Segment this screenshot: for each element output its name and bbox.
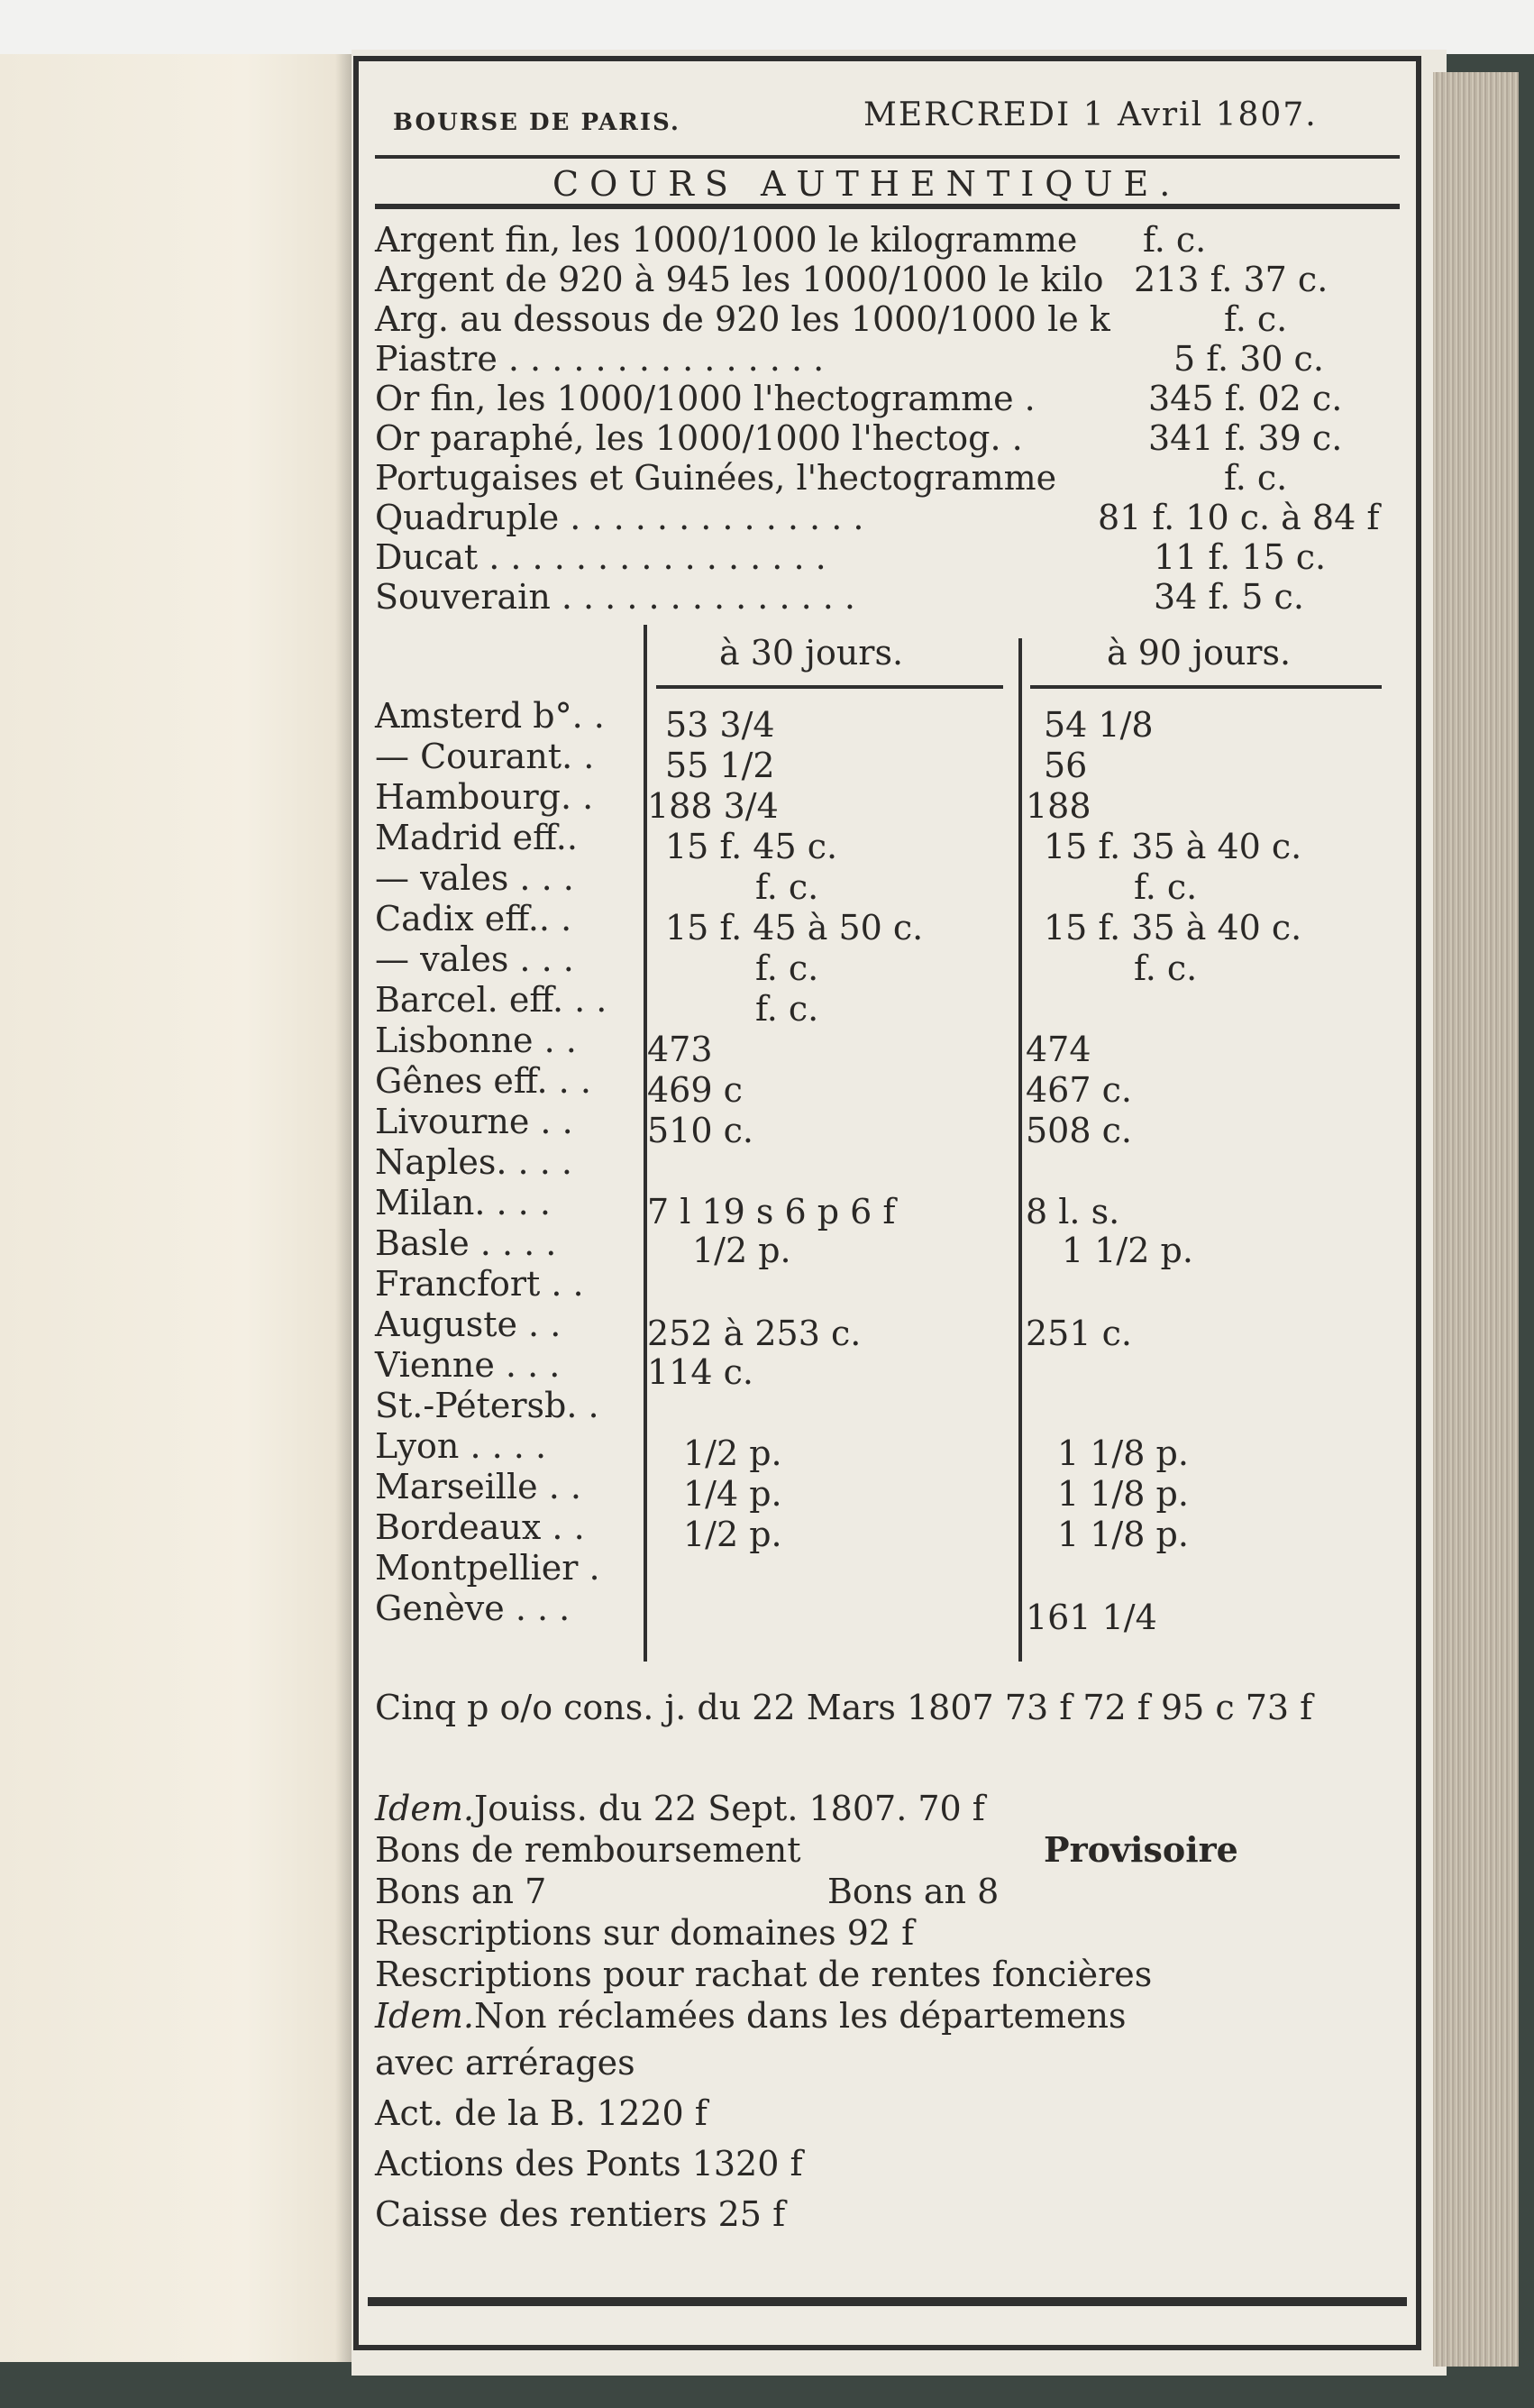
idem-label: Idem. [375,1996,474,2036]
rate-90: 1 1/2 p. [1062,1231,1193,1270]
cinq-pour-cent: Cinq p o/o cons. j. du 22 Mars 1807 73 f 72 f 95 c 73 f [375,1688,1313,1727]
metal-value: 5 f. 30 c. [1173,339,1324,379]
rate-30: 55 1/2 [665,746,775,785]
rate-90: 188 [1026,786,1091,826]
col-30-rule [656,685,1003,689]
metal-value: 34 f. 5 c. [1154,577,1304,617]
place-label: Bordeaux . . [375,1507,585,1547]
place-label: Cadix eff.. . [375,899,572,938]
rate-30: 473 [647,1030,713,1069]
provisoire-label: Provisoire [1044,1829,1238,1870]
rescriptions-domaines: Rescriptions sur domaines 92 f [375,1913,915,1953]
header-rule [375,155,1400,159]
metal-label: Argent de 920 à 945 les 1000/1000 le kilo [375,260,1104,299]
place-label: Lisbonne . . [375,1021,577,1060]
rate-30: 15 f. 45 c. [665,827,838,866]
subheader-rule [375,204,1400,209]
metal-label: Or fin, les 1000/1000 l'hectogramme . [375,379,1036,418]
actions-ponts: Actions des Ponts 1320 f [375,2144,803,2184]
metal-label: Piastre . . . . . . . . . . . . . . . [375,339,825,379]
background-top [0,0,1534,54]
place-label: — Courant. . [375,737,595,776]
place-label: Amsterd b°. . [375,696,605,736]
place-label: Vienne . . . [375,1345,561,1385]
rate-30: 1/2 p. [692,1231,791,1270]
rate-90: f. c. [1134,948,1198,988]
metal-label: Souverain . . . . . . . . . . . . . . [375,577,856,617]
place-label: Basle . . . . [375,1223,557,1263]
place-label: Milan. . . . [375,1183,551,1222]
metal-value: f. c. [1143,220,1207,260]
metal-label: Or paraphé, les 1000/1000 l'hectog. . [375,418,1023,458]
rate-30: 469 c [647,1070,743,1110]
rate-90: 8 l. s. [1026,1192,1120,1231]
rate-30: 510 c. [647,1111,753,1150]
rate-30: 188 3/4 [647,786,779,826]
printed-sheet [353,56,1421,2350]
rate-30: 7 l 19 s 6 p 6 f [647,1192,896,1231]
rate-90: 15 f. 35 à 40 c. [1044,827,1302,866]
place-label: Auguste . . [375,1305,562,1344]
rate-90: 508 c. [1026,1111,1132,1150]
rate-90: 1 1/8 p. [1057,1515,1189,1554]
rate-90: 56 [1044,746,1088,785]
rate-30: 252 à 253 c. [647,1314,862,1353]
rate-30: 1/4 p. [683,1474,782,1514]
rate-30: f. c. [755,948,819,988]
bottom-rule [368,2297,1407,2306]
metal-label: Arg. au dessous de 920 les 1000/1000 le k [375,299,1110,339]
rate-30: 1/2 p. [683,1433,782,1473]
rate-90: 251 c. [1026,1314,1132,1353]
date-label: MERCREDI 1 Avril 1807. [863,96,1318,133]
metal-value: 345 f. 02 c. [1148,379,1343,418]
col-30-jours: à 30 jours. [719,633,904,673]
bourse-label: BOURSE DE PARIS. [393,109,680,136]
rate-90: 54 1/8 [1044,705,1154,745]
metal-value: 11 f. 15 c. [1154,537,1327,577]
metal-label: Portugaises et Guinées, l'hectogramme [375,458,1057,498]
place-label: Lyon . . . . [375,1426,547,1466]
place-label: St.-Pétersb. . [375,1386,599,1425]
non-reclamees: Non réclamées dans les départemens [474,1996,1127,2036]
metal-value: f. c. [1224,299,1288,339]
col-90-rule [1030,685,1382,689]
metal-value: 81 f. 10 c. à 84 f [1098,498,1380,537]
place-label: Madrid eff.. [375,818,578,857]
rate-30: 15 f. 45 à 50 c. [665,908,924,948]
avec-arrerages: avec arrérages [375,2043,635,2083]
place-label: Livourne . . [375,1102,573,1141]
metal-label: Argent fin, les 1000/1000 le kilogramme [375,220,1078,260]
metal-label: Ducat . . . . . . . . . . . . . . . . [375,537,826,577]
metal-label: Quadruple . . . . . . . . . . . . . . [375,498,864,537]
place-label: — vales . . . [375,939,574,979]
jouissance-line: Jouiss. du 22 Sept. 1807. 70 f [474,1789,985,1828]
metal-value: f. c. [1224,458,1288,498]
bons-an-7: Bons an 7 [375,1872,547,1911]
bons-remboursement: Bons de remboursement [375,1830,801,1870]
rate-90: 161 1/4 [1026,1598,1157,1637]
place-label: Gênes eff. . . [375,1061,591,1101]
place-label: Barcel. eff. . . [375,980,607,1020]
actions-banque: Act. de la B. 1220 f [375,2093,708,2133]
place-label: Naples. . . . [375,1142,572,1182]
rate-30: 53 3/4 [665,705,775,745]
bons-an-8: Bons an 8 [827,1872,1000,1911]
rate-90: 474 [1026,1030,1091,1069]
table-divider-middle [1018,638,1022,1662]
idem-label: Idem. [375,1789,474,1828]
rate-30: f. c. [755,989,819,1029]
rate-90: f. c. [1134,867,1198,907]
place-label: Marseille . . [375,1467,581,1506]
rate-90: 1 1/8 p. [1057,1433,1189,1473]
caisse-rentiers: Caisse des rentiers 25 f [375,2194,786,2234]
place-label: Hambourg. . [375,777,594,817]
metal-value: 341 f. 39 c. [1148,418,1343,458]
page-edges [1433,72,1519,2367]
place-label: — vales . . . [375,858,574,898]
rate-90: 15 f. 35 à 40 c. [1044,908,1302,948]
col-90-jours: à 90 jours. [1107,633,1292,673]
place-label: Genève . . . [375,1589,571,1628]
rescriptions-rentes: Rescriptions pour rachat de rentes foncières [375,1955,1153,1994]
cours-authentique: COURS AUTHENTIQUE. [552,164,1182,204]
metal-value: 213 f. 37 c. [1134,260,1329,299]
left-page [0,54,352,2362]
rate-30: 114 c. [647,1352,753,1392]
rate-90: 1 1/8 p. [1057,1474,1189,1514]
rate-30: f. c. [755,867,819,907]
place-label: Francfort . . [375,1264,584,1304]
rate-90: 467 c. [1026,1070,1132,1110]
place-label: Montpellier . [375,1548,600,1588]
rate-30: 1/2 p. [683,1515,782,1554]
